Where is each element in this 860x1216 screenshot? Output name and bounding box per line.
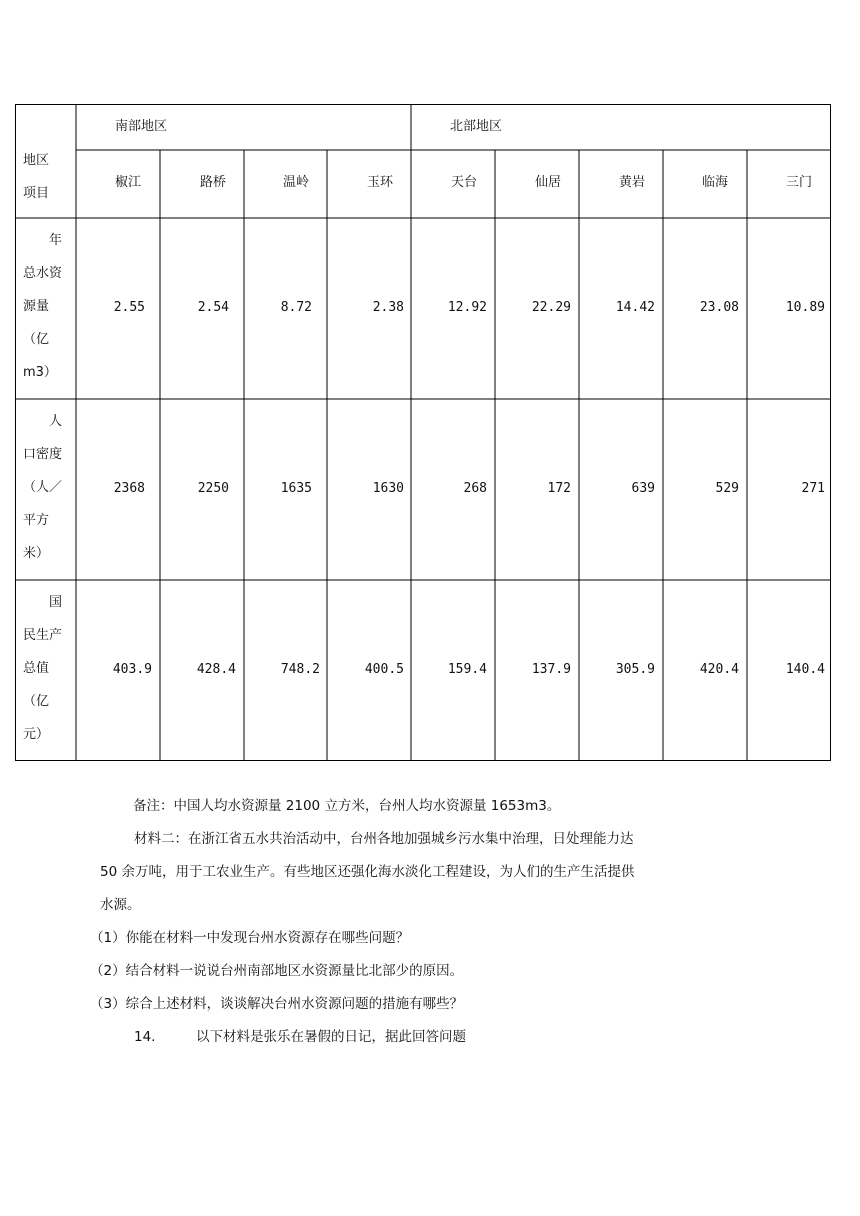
row-label-line: 元）: [23, 727, 50, 742]
table-cell: 639: [631, 481, 655, 496]
table-cell: 748.2: [280, 662, 320, 677]
data-table: [15, 104, 831, 761]
table-cell: 2.54: [197, 300, 229, 315]
city-header: 临海: [702, 175, 729, 190]
table-cell: 12.92: [447, 300, 487, 315]
notes-section: [90, 790, 740, 1054]
city-header: 温岭: [283, 175, 310, 190]
city-header: 黄岩: [619, 175, 646, 190]
table-cell: 8.72: [280, 300, 312, 315]
row-label-line: m3）: [23, 365, 57, 380]
table-cell: 2250: [197, 481, 229, 496]
question-14-heading: 14. 以下材料是张乐在暑假的日记，据此回答问题: [134, 1029, 466, 1045]
row-label-gdp: [23, 586, 73, 751]
city-header: 玉环: [367, 175, 394, 190]
city-header: 三门: [786, 175, 813, 190]
header-corner-label: [23, 144, 49, 210]
table-cell: 2.38: [372, 300, 404, 315]
table-cell: 172: [547, 481, 571, 496]
table-cell: 1635: [280, 481, 312, 496]
row-label-line: 源量: [23, 299, 50, 314]
material-two-line: 材料二：在浙江省五水共治活动中，台州各地加强城乡污水集中治理，日处理能力达: [134, 831, 634, 847]
table-cell: 22.29: [531, 300, 571, 315]
row-label-line: 总水资: [23, 266, 63, 281]
table-cell: 529: [715, 481, 739, 496]
row-label-line: 年: [49, 233, 63, 248]
material-two-line: 水源。: [100, 897, 141, 913]
city-header: 椒江: [115, 175, 142, 190]
city-header: 路桥: [200, 175, 227, 190]
table-cell: 428.4: [196, 662, 236, 677]
question-1: （1）你能在材料一中发现台州水资源存在哪些问题？: [90, 930, 410, 946]
row-label-water-resources: [23, 224, 73, 389]
row-label-line: 人: [49, 414, 63, 429]
table-cell: 271: [801, 481, 825, 496]
question-2: （2）结合材料一说说台州南部地区水资源量比北部少的原因。: [90, 963, 464, 979]
city-header: 仙居: [535, 175, 562, 190]
row-label-line: （亿: [23, 332, 50, 347]
region-south: 南部地区: [115, 119, 168, 134]
table-cell: 140.4: [785, 662, 825, 677]
header-corner-line: 项目: [23, 186, 50, 201]
header-corner-line: 地区: [23, 153, 50, 168]
table-cell: 400.5: [364, 662, 404, 677]
question-3: （3）综合上述材料，谈谈解决台州水资源问题的措施有哪些？: [90, 996, 464, 1012]
region-north: 北部地区: [450, 119, 503, 134]
note-remark: 备注：中国人均水资源量 2100 立方米，台州人均水资源量 1653m3。: [133, 798, 561, 814]
row-label-line: 米）: [23, 546, 50, 561]
table-cell: 403.9: [112, 662, 152, 677]
row-label-line: 平方: [23, 513, 50, 528]
row-label-line: 民生产: [23, 628, 63, 643]
table-cell: 159.4: [447, 662, 487, 677]
table-cell: 23.08: [699, 300, 739, 315]
table-cell: 2368: [113, 481, 145, 496]
table-cell: 268: [463, 481, 487, 496]
row-label-line: （亿: [23, 694, 50, 709]
city-header: 天台: [451, 175, 478, 190]
row-label-line: （人／: [23, 480, 63, 495]
row-label-line: 国: [49, 595, 63, 610]
row-label-line: 总值: [23, 661, 50, 676]
table-cell: 2.55: [113, 300, 145, 315]
row-label-population-density: [23, 405, 73, 570]
table-cell: 420.4: [699, 662, 739, 677]
table-cell: 137.9: [531, 662, 571, 677]
table-cell: 305.9: [615, 662, 655, 677]
table-cell: 1630: [372, 481, 404, 496]
material-two-line: 50 余万吨，用于工农业生产。有些地区还强化海水淡化工程建设，为人们的生产生活提供: [100, 864, 635, 880]
row-label-line: 口密度: [23, 447, 63, 462]
table-cell: 14.42: [615, 300, 655, 315]
table-cell: 10.89: [785, 300, 825, 315]
